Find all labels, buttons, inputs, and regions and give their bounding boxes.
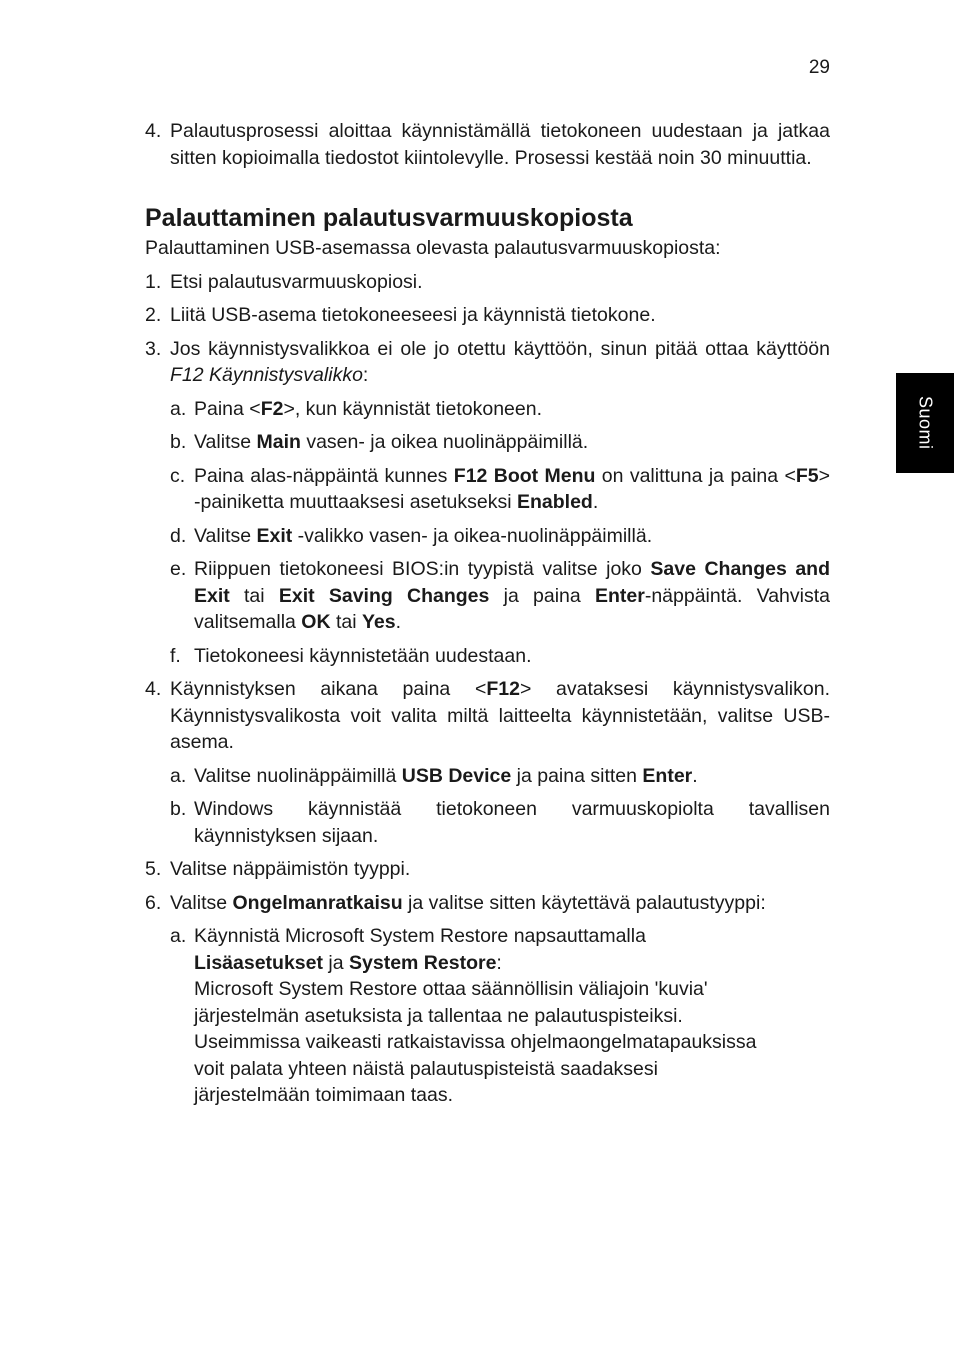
- list-item-step6: 6. Valitse Ongelmanratkaisu ja valitse sitten käytettävä palautustyyppi:: [145, 891, 766, 914]
- list-item-step3b: b. Valitse Main vasen- ja oikea nuolinäppäimillä.: [170, 431, 589, 453]
- list-item-step3a: a. Paina <F2>, kun käynnistät tietokoneen.: [170, 397, 542, 420]
- list-item-step1: 1. Etsi palautusvarmuuskopiosi.: [145, 270, 423, 293]
- list-item-step4-previous: 4. Palautusprosessi aloittaa käynnistämällä tietokoneen uudestaan ja jatkaa sitten kopioimalla tiedostot kiintolevylle. Prosessi kestää noin 30 minuuttia.: [145, 120, 830, 169]
- boot-menu-name: F12 Käynnistysvalikko: [170, 364, 363, 386]
- list-item-step3d: d. Valitse Exit -valikko vasen- ja oikea-nuolinäppäimillä.: [170, 524, 653, 547]
- list-item-step4: 4. Käynnistyksen aikana paina <F12> avataksesi käynnistysvalikon. Käynnistysvalikosta voit valita miltä laitteelta käynnistetään, valitse USB-asema.: [145, 678, 830, 753]
- section-heading: Palauttaminen palautusvarmuuskopiosta: [145, 204, 633, 232]
- list-item-step3e: e. Riippuen tietokoneesi BIOS:in tyypistä valitse joko Save Changes and Exit tai Exit Saving Changes ja paina Enter-näppäintä. Vahvista valitsemalla OK tai Yes.: [170, 558, 830, 633]
- list-item-step2: 2. Liitä USB-asema tietokoneeseesi ja käynnistä tietokone.: [145, 304, 656, 326]
- list-item-step3f: f. Tietokoneesi käynnistetään uudestaan.: [170, 644, 532, 667]
- list-item-step4a: a. Valitse nuolinäppäimillä USB Device ja paina sitten Enter.: [170, 764, 698, 787]
- list-item-step5: 5. Valitse näppäimistön tyyppi.: [145, 858, 411, 880]
- menu-main: Main: [256, 431, 301, 453]
- section-intro: Palauttaminen USB-asemassa olevasta palautusvarmuuskopiosta:: [145, 237, 721, 259]
- list-item-step3c: c. Paina alas-näppäintä kunnes F12 Boot Menu on valittuna ja paina <F5> -painiketta muuttaaksesi asetukseksi Enabled.: [170, 464, 830, 513]
- side-tab-label: Suomi: [915, 396, 936, 450]
- list-item-step3: 3. Jos käynnistysvalikkoa ei ole jo otettu käyttöön, sinun pitää ottaa käyttöön F12 Käynnistysvalikko:: [145, 337, 830, 386]
- list-item-step4b: b. Windows käynnistää tietokoneen varmuuskopiolta tavallisen käynnistyksen sijaan.: [170, 798, 830, 847]
- key-f2: F2: [260, 397, 284, 420]
- page-content: [145, 118, 830, 1109]
- list-item-step6a: a. Käynnistä Microsoft System Restore napsauttamalla Lisäasetukset ja System Restore: Microsoft System Restore ottaa säännöllisin väliajoin 'kuvia' järjestelmän asetuksista ja tallentaa ne palautuspisteiksi. Useimmissa vaikeasti ratkaistavissa ohjelmaongelmatapauksissa voit palata yhteen näistä palautuspisteistä saadaksesi järjestelmään toimimaan taas.: [170, 925, 757, 1106]
- language-side-tab: [896, 373, 954, 473]
- page-number: 29: [808, 57, 830, 78]
